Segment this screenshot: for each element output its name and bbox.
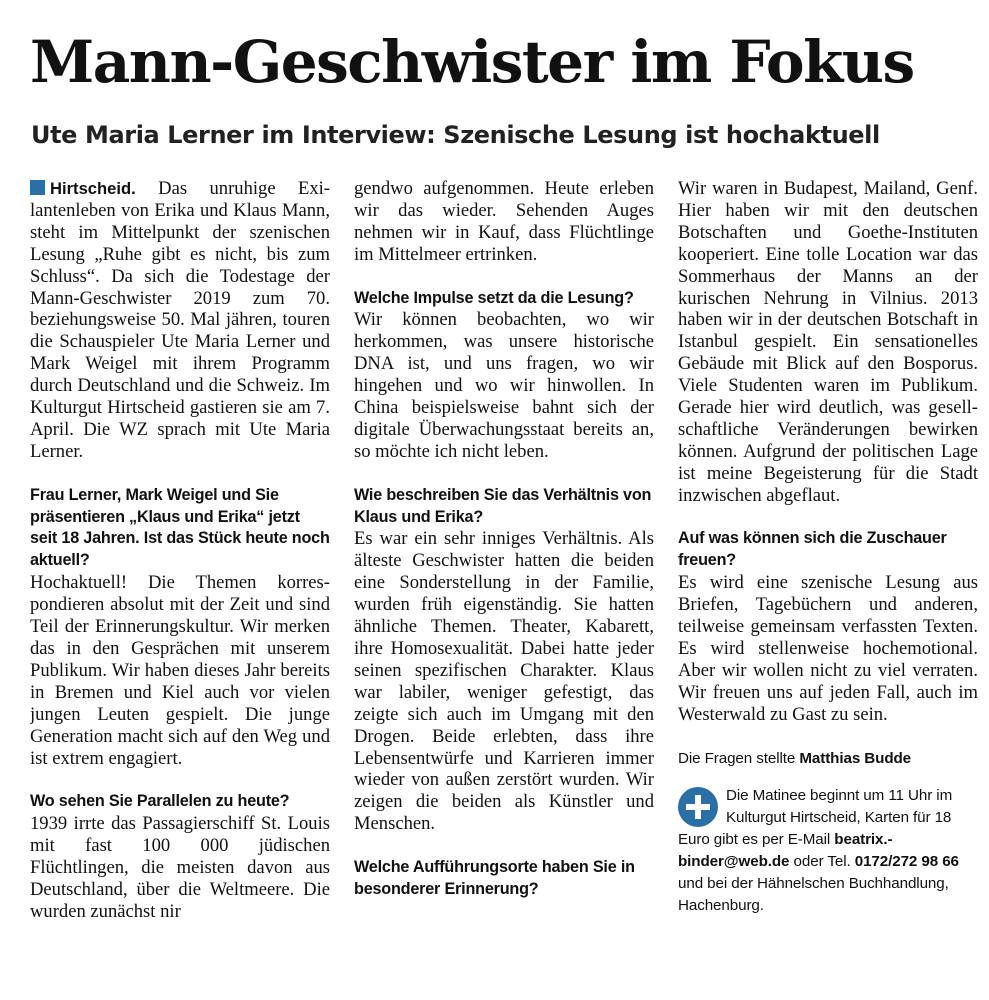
- question-5: Welche Aufführungsorte haben Sie in besonderer Erinnerung?: [354, 858, 635, 898]
- info-text-1: Die Matinee beginnt um 11 Uhr im Kulturgut Hirtscheid, Karten für 18 Euro gibt es per E-Mail: [678, 787, 953, 849]
- credit-prefix: Die Fragen stellte: [678, 749, 796, 767]
- answer-3: Wir können beobachten, wo wir herkommen, was unsere historische DNA ist, und uns fragen, wo wir hingehen und wo wir hinwollen. In China beispielsweise bahnt sich der digitale Überwachungsstaat bereits an, so möchte ich nicht leben.: [354, 309, 654, 462]
- question-4: Wie beschreiben Sie das Verhältnis von Klaus und Erika?: [354, 485, 652, 526]
- question-6: Auf was können sich die Zuschauer freuen?: [678, 529, 947, 570]
- info-email[interactable]: beatrix.binder@web.de: [678, 831, 893, 871]
- info-text-2: oder Tel.: [793, 853, 851, 871]
- answer-2-part-2: gendwo aufgenommen. Heute erleben wir das wieder. Sehenden Auges nehmen wir in Kauf, dass Flüchtlinge im Mittelmeer ertrinken.: [354, 178, 654, 265]
- answer-5: Wir waren in Budapest, Mailand, Genf. Hier haben wir mit den deutschen Botschaften und Goethe-Instituten kooperiert. Eine tolle Location war das Sommerhaus der Manns an der kurischen Nehrung in Vilnius. 2013 haben wir in der deutschen Botschaft in Istanbul gespielt. Ein sensationelles Gebäude mit Blick auf den Bosporus. Viele Studenten waren im Publikum. Gerade hier wird deutlich, was gesellschaftliche Veränderungen bewirken können. Aufgrund der politischen Lage ist meine Begeisterung für die Stadt inzwischen abgeflaut.: [678, 178, 978, 506]
- author-credit: [678, 748, 978, 770]
- column-3: [678, 178, 978, 978]
- answer-1: Hochaktuell! Die Themen korrespondieren absolut mit der Zeit und sind Teil der Erinnerungskultur. Wir merken das in den Gesprächen mit unserem Publikum. Wir haben dieses Jahr bereits in Bremen und Kiel auch vor vielen jungen Leuten gespielt. Die junge Generation macht sich auf den Weg und ist extrem engagiert.: [30, 572, 330, 769]
- subheadline: Ute Maria Lerner im Interview: Szenische Lesung ist hochaktuell: [31, 121, 880, 149]
- plus-icon: [678, 787, 718, 827]
- intro-text: Das unruhige Exilantenleben von Erika und Klaus Mann, steht im Mittelpunkt der szenischen Lesung „Ruhe gibt es nicht, bis zum Schluss“. Da sich die Todestage der Mann-Geschwister 2019 zum 70. beziehungsweise 50. Mal jähren, touren die Schauspieler Ute Maria Lerner und Mark Weigel mit ihrem Programm durch Deutschland und die Schweiz. Im Kulturgut Hirtscheid gastieren sie am 7. April. Die WZ sprach mit Ute Maria Lerner.: [30, 178, 330, 462]
- info-box: [678, 785, 978, 916]
- question-1: Frau Lerner, Mark Weigel und Sie präsentieren „Klaus und Erika“ jetzt seit 18 Jahren. Ist das Stück heute noch aktuell?: [30, 485, 330, 570]
- column-1: [30, 178, 330, 978]
- question-3: Welche Impulse setzt da die Lesung?: [354, 288, 634, 307]
- lead-square-icon: [30, 180, 45, 195]
- intro-paragraph: [30, 178, 330, 463]
- info-phone[interactable]: 0172/272 98 66: [854, 853, 959, 871]
- dateline: Hirtscheid.: [50, 179, 136, 198]
- answer-6: Es wird eine szenische Lesung aus Briefen, Tagebüchern und anderen, teilweise gemeinsam verfassten Texten. Es wird stellenweise hochemotional. Aber wir wollen nicht zu viel verraten. Wir freuen uns auf jeden Fall, auch im Westerwald zu Gast zu sein.: [678, 572, 978, 725]
- answer-4: Es war ein sehr inniges Verhältnis. Als älteste Geschwister hatten die beiden eine Sonderstellung in der Familie, wurden früh eigenständig. Sie hatten ähnliche Themen. Theater, Kabarett, ihre Homosexualität. Dabei hatte jeder seinen spezifischen Charakter. Klaus war labiler, weniger gefestigt, das zeigte sich auch im Umgang mit den Drogen. Beide erlebten, dass ihre Lebensentwürfe und Karrieren immer wieder von außen zerstört wurden. Wir zeigen die beiden als Künstler und Menschen.: [354, 528, 654, 835]
- answer-2-part-1: 1939 irrte das Passagierschiff St. Louis mit fast 100 000 jüdischen Flüchtlingen, die meisten davon aus Deutschland, über die Weltmeere. Die wurden zunächst nir: [30, 813, 330, 922]
- credit-author: Matthias Budde: [799, 749, 912, 767]
- question-2: Wo sehen Sie Parallelen zu heute?: [30, 792, 290, 811]
- info-text-3: und bei der Hähnelschen Buchhandlung, Hachenburg.: [678, 875, 949, 914]
- column-2: [354, 178, 654, 978]
- headline: Mann-Geschwister im Fokus: [30, 28, 914, 96]
